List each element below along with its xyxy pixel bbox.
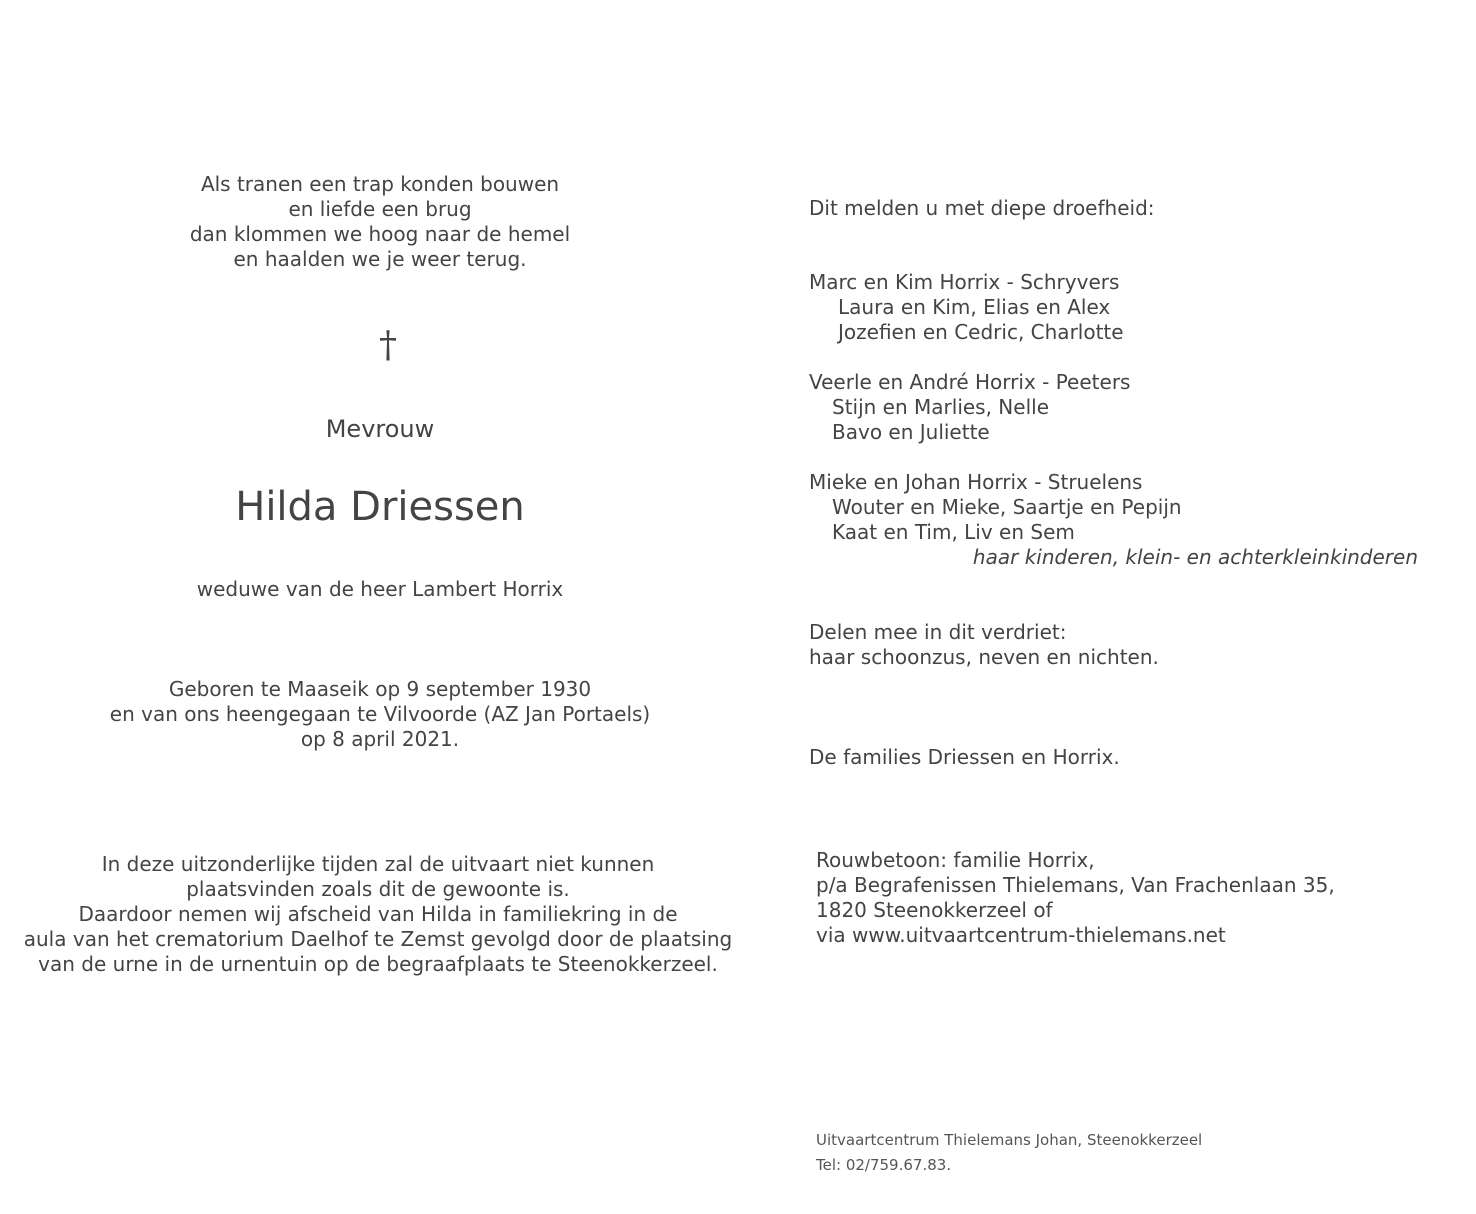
family2-child-1: Stijn en Marlies, Nelle <box>832 395 1049 419</box>
share-line-2: haar schoonzus, neven en nichten. <box>809 645 1159 669</box>
funeral-line-2: plaatsvinden zoals dit de gewoonte is. <box>186 877 570 901</box>
condolence-line-1: Rouwbetoon: familie Horrix, <box>816 848 1095 872</box>
deceased-title: Mevrouw <box>325 415 435 443</box>
intro-line: Dit melden u met diepe droefheid: <box>809 196 1155 220</box>
funeral-line-3: Daardoor nemen wij afscheid van Hilda in familiekring in de <box>78 902 678 926</box>
family1-child-2: Jozefien en Cedric, Charlotte <box>838 320 1124 344</box>
poem-line-1: Als tranen een trap konden bouwen <box>200 172 560 196</box>
footer-company: Uitvaartcentrum Thielemans Johan, Steenokkerzeel <box>816 1131 1203 1149</box>
poem-line-3: dan klommen we hoog naar de hemel <box>189 222 571 246</box>
family3-child-1: Wouter en Mieke, Saartje en Pepijn <box>832 495 1182 519</box>
funeral-line-1: In deze uitzonderlijke tijden zal de uitvaart niet kunnen <box>101 852 655 876</box>
funeral-line-5: van de urne in de urnentuin op de begraafplaats te Steenokkerzeel. <box>38 952 718 976</box>
birth-line-2: en van ons heengegaan te Vilvoorde (AZ Jan Portaels) <box>109 702 651 726</box>
condolence-website: via www.uitvaartcentrum-thielemans.net <box>816 923 1226 947</box>
families-line: De families Driessen en Horrix. <box>809 745 1120 769</box>
relation-line: haar kinderen, klein- en achterkleinkinderen <box>972 545 1418 569</box>
widow-line: weduwe van de heer Lambert Horrix <box>196 577 564 601</box>
family2-head: Veerle en André Horrix - Peeters <box>809 370 1131 394</box>
family1-child-1: Laura en Kim, Elias en Alex <box>838 295 1111 319</box>
family2-child-2: Bavo en Juliette <box>832 420 990 444</box>
poem-line-4: en haalden we je weer terug. <box>233 247 527 271</box>
birth-line-1: Geboren te Maaseik op 9 september 1930 <box>168 677 592 701</box>
condolence-line-2: p/a Begrafenissen Thielemans, Van Frachenlaan 35, <box>816 873 1335 897</box>
family3-child-2: Kaat en Tim, Liv en Sem <box>832 520 1075 544</box>
family3-head: Mieke en Johan Horrix - Struelens <box>809 470 1143 494</box>
poem-line-2: en liefde een brug <box>288 197 472 221</box>
birth-line-3: op 8 april 2021. <box>300 727 460 751</box>
deceased-name: Hilda Driessen <box>235 484 525 530</box>
cross-icon: † <box>379 325 397 366</box>
family1-head: Marc en Kim Horrix - Schryvers <box>809 270 1120 294</box>
footer-phone: Tel: 02/759.67.83. <box>816 1156 952 1174</box>
condolence-line-3: 1820 Steenokkerzeel of <box>816 898 1053 922</box>
share-line-1: Delen mee in dit verdriet: <box>809 620 1067 644</box>
funeral-line-4: aula van het crematorium Daelhof te Zemst gevolgd door de plaatsing <box>23 927 733 951</box>
